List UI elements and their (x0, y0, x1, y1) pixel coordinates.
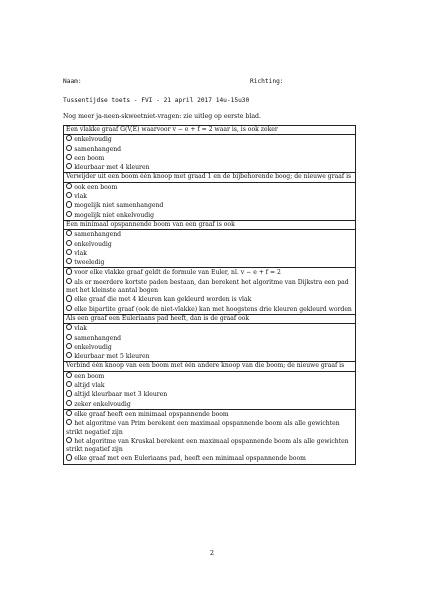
radio-circle-icon[interactable] (66, 145, 72, 151)
answer-option[interactable] (64, 163, 355, 172)
question-block (64, 126, 355, 172)
answer-option-label: elke graaf die met 4 kleuren kan gekleurd worden is vlak (74, 296, 252, 304)
answer-option[interactable] (64, 343, 355, 352)
radio-circle-icon[interactable] (66, 334, 72, 340)
question-title: Een minimaal opspannende boom van een graaf is ook (64, 221, 355, 230)
answer-option[interactable] (64, 372, 355, 381)
answer-option[interactable] (64, 249, 355, 258)
answer-option-label: enkelvoudig (74, 136, 112, 144)
radio-circle-icon[interactable] (66, 201, 72, 207)
radio-circle-icon[interactable] (66, 454, 72, 460)
radio-circle-icon[interactable] (66, 230, 72, 236)
answer-option[interactable] (64, 154, 355, 163)
radio-circle-icon[interactable] (66, 305, 72, 311)
answer-option[interactable] (64, 400, 355, 409)
answer-option-label: samenhangend (74, 145, 122, 153)
radio-circle-icon[interactable] (66, 240, 72, 246)
answer-option[interactable] (64, 305, 355, 314)
radio-circle-icon[interactable] (66, 410, 72, 416)
answer-option[interactable] (64, 410, 355, 419)
answer-option[interactable] (64, 258, 355, 267)
answer-option-label: enkelvoudig (74, 240, 112, 248)
direction-label: Richting: (250, 78, 284, 85)
answer-option[interactable] (64, 390, 355, 399)
answer-option-label: kleurbaar met 4 kleuren (74, 164, 150, 172)
answer-option-label: altijd kleurbaar met 3 kleuren (74, 391, 168, 399)
radio-circle-icon[interactable] (66, 352, 72, 358)
answer-option[interactable] (64, 201, 355, 210)
intro-text: Nog meer ja-neen-skweetniet-vragen: zie uitleg op eerste blad. (63, 113, 261, 120)
radio-circle-icon[interactable] (66, 400, 72, 406)
answer-option-label: een boom (74, 154, 105, 162)
answer-option[interactable] (64, 454, 355, 463)
answer-option-label: het algoritme van Kruskal berekent een maximaal opspannende boom als alle gewichten strikt negatief zijn (66, 437, 349, 454)
answer-option[interactable] (64, 240, 355, 249)
answer-option-label: vlak (74, 193, 87, 201)
answer-option[interactable] (64, 437, 355, 455)
answer-option[interactable] (64, 230, 355, 239)
answer-option-label: elke graaf heeft een minimaal opspannende boom (74, 410, 229, 418)
answer-option[interactable] (64, 334, 355, 343)
radio-circle-icon[interactable] (66, 183, 72, 189)
question-block (64, 267, 355, 313)
radio-circle-icon[interactable] (66, 249, 72, 255)
answer-option[interactable] (64, 135, 355, 144)
answer-option-label: enkelvoudig (74, 343, 112, 351)
question-title: Als een graaf een Euleriaans pad heeft, dan is de graaf ook (64, 315, 355, 324)
answer-option-label: vlak (74, 249, 87, 257)
question-block (64, 172, 355, 219)
answer-option-label: elke bipartite graaf (ook de niet-vlakke) kan met hoogstens drie kleuren gekleurd worden (74, 305, 352, 313)
answer-option[interactable] (64, 268, 355, 277)
radio-circle-icon[interactable] (66, 372, 72, 378)
answer-option-label: kleurbaar met 5 kleuren (74, 353, 150, 361)
answer-option-label: ook een boom (74, 183, 118, 191)
answer-option[interactable] (64, 419, 355, 437)
answer-option-label: vlak (74, 325, 87, 333)
radio-circle-icon[interactable] (66, 211, 72, 217)
answer-option-label: voor elke vlakke graaf geldt de formule van Euler, nl. v − e + f = 2 (74, 269, 281, 277)
answer-option-label: elke graaf met een Euleriaans pad, heeft een minimaal opspannende boom (74, 455, 306, 463)
question-title: Verwijder uit een boom één knoop met graad 1 en de bijbehorende boog; de nieuwe graaf is (64, 173, 355, 182)
answer-option[interactable] (64, 192, 355, 201)
question-block (64, 361, 355, 408)
answer-option-label: tweeledig (74, 259, 105, 267)
radio-circle-icon[interactable] (66, 258, 72, 264)
answer-option[interactable] (64, 211, 355, 220)
question-title: Een vlakke graaf G(V,E) waarvoor v − e + f = 2 waar is, is ook zeker (64, 126, 355, 135)
answer-option-label: samenhangend (74, 334, 122, 342)
answer-option-label: het algoritme van Prim berekent een maximaal opspannende boom als alle gewichten strikt negatief zijn (66, 420, 340, 436)
question-block (64, 409, 355, 464)
radio-circle-icon[interactable] (66, 343, 72, 349)
radio-circle-icon[interactable] (66, 268, 72, 274)
answer-option[interactable] (64, 295, 355, 304)
answer-option-label: samenhangend (74, 231, 122, 239)
radio-circle-icon[interactable] (66, 163, 72, 169)
answer-option[interactable] (64, 145, 355, 154)
answer-option-label: mogelijk niet samenhangend (74, 202, 164, 210)
radio-circle-icon[interactable] (66, 295, 72, 301)
radio-circle-icon[interactable] (66, 419, 72, 425)
answer-option-label: mogelijk niet enkelvoudig (74, 211, 154, 219)
radio-circle-icon[interactable] (66, 192, 72, 198)
answer-option[interactable] (64, 324, 355, 333)
exam-subtitle: Tussentijdse toets - FVI - 21 april 2017 14u-15u30 (63, 97, 250, 104)
radio-circle-icon[interactable] (66, 437, 72, 443)
answer-option[interactable] (64, 352, 355, 361)
question-block (64, 220, 355, 267)
radio-circle-icon[interactable] (66, 390, 72, 396)
radio-circle-icon[interactable] (66, 135, 72, 141)
question-block (64, 314, 355, 361)
radio-circle-icon[interactable] (66, 154, 72, 160)
page-number: 2 (209, 549, 215, 557)
questions-table (63, 125, 356, 465)
answer-option-label: als er meerdere kortste paden bestaan, dan berekent het algoritme van Dijkstra een pad met het kleinste aantal bogen (66, 278, 349, 295)
answer-option[interactable] (64, 278, 355, 296)
name-label: Naam: (63, 78, 82, 85)
radio-circle-icon[interactable] (66, 381, 72, 387)
answer-option-label: zeker enkelvoudig (74, 400, 131, 408)
radio-circle-icon[interactable] (66, 278, 72, 284)
answer-option-label: een boom (74, 372, 105, 380)
radio-circle-icon[interactable] (66, 324, 72, 330)
answer-option-label: altijd vlak (74, 382, 105, 390)
answer-option[interactable] (64, 183, 355, 192)
answer-option[interactable] (64, 381, 355, 390)
question-title: Verbind één knoop van een boom met één andere knoop van die boom; de nieuwe graaf is (64, 362, 355, 371)
